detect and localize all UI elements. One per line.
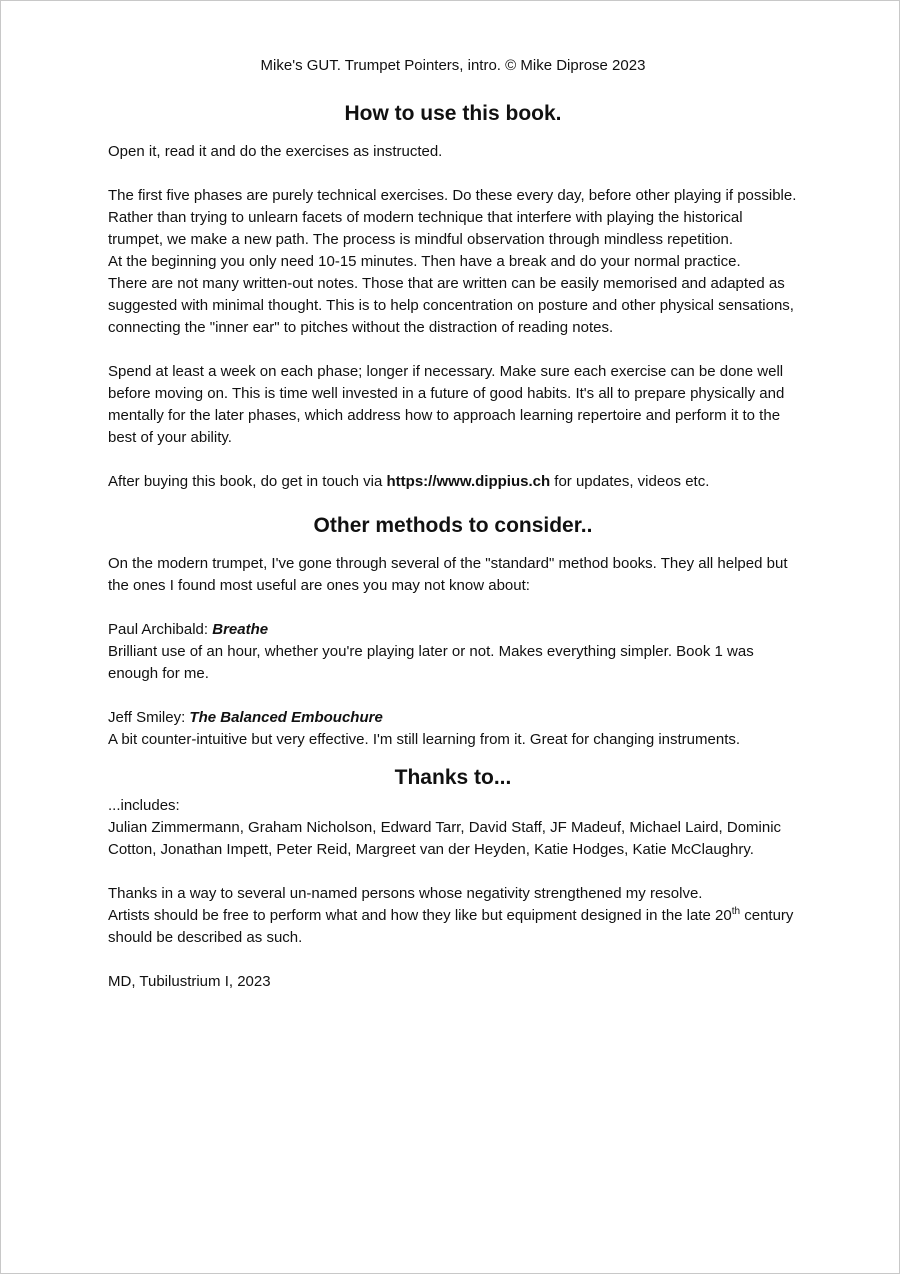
book-title: Breathe [212,621,269,638]
heading-other-methods: Other methods to consider.. [313,514,593,537]
document-page [108,55,798,993]
heading-thanks: Thanks to... [394,766,512,789]
paragraph-spend-a-week: Spend at least a week on each phase; longer if necessary. Make sure each exercise can be done well before moving on. This is time well invested in a future of good habits. It's all to prepare physically and mentally for the later phases, which address how to approach learning repertoire and perform it to the best of your ability. [108,363,785,446]
paragraph-open-it: Open it, read it and do the exercises as instructed. [108,143,443,160]
book-entry-balanced-embouchure [108,707,798,729]
signature-line: MD, Tubilustrium I, 2023 [108,973,271,990]
ordinal-suffix: th [731,906,741,917]
book-description: A bit counter-intuitive but very effective. I'm still learning from it. Great for changing instruments. [108,731,741,748]
get-in-touch-text: After buying this book, do get in touch via [108,473,387,490]
paragraph-written-notes: There are not many written-out notes. Those that are written can be easily memorised and adapted as suggested with minimal thought. This is to help concentration on posture and other physical sensations, connecting the "inner ear" to pitches without the distraction of reading notes. [108,275,794,336]
website-link[interactable]: https://www.dippius.ch [386,473,551,490]
paragraph-methods-intro: On the modern trumpet, I've gone through several of the "standard" method books. They all helped but the ones I found most useful are ones you may not know about: [108,555,788,594]
book-author: Jeff Smiley: [108,709,190,726]
running-header: Mike's GUT. Trumpet Pointers, intro. © Mike Diprose 2023 [260,57,646,74]
heading-how-to-use: How to use this book. [344,102,562,125]
book-entry-breathe [108,619,798,641]
thanks-includes: ...includes: [108,797,180,814]
paragraph-new-path: Rather than trying to unlearn facets of modern technique that interfere with playing the historical trumpet, we make a new path. The process is mindful observation through mindless repetition. [108,209,743,248]
book-title: The Balanced Embouchure [189,709,383,726]
book-author: Paul Archibald: [108,621,213,638]
paragraph-first-five-phases: The first five phases are purely technical exercises. Do these every day, before other playing if possible. [108,187,797,204]
artists-text-end: century should be described as such. [108,907,794,946]
paragraph-get-in-touch [108,471,798,493]
thanks-names: Julian Zimmermann, Graham Nicholson, Edward Tarr, David Staff, JF Madeuf, Michael Laird, Dominic Cotton, Jonathan Impett, Peter Reid, Margreet van der Heyden, Katie Hodges, Katie McClaughry. [108,819,782,858]
paragraph-minutes: At the beginning you only need 10-15 minutes. Then have a break and do your normal practice. [108,253,741,270]
artists-text: Artists should be free to perform what and how they like but equipment designed in the late 20 [108,907,732,924]
thanks-artists [108,905,798,949]
book-description: Brilliant use of an hour, whether you're playing later or not. Makes everything simpler. Book 1 was enough for me. [108,643,754,682]
thanks-unnamed: Thanks in a way to several un-named persons whose negativity strengthened my resolve. [108,885,703,902]
get-in-touch-suffix: for updates, videos etc. [550,473,710,490]
